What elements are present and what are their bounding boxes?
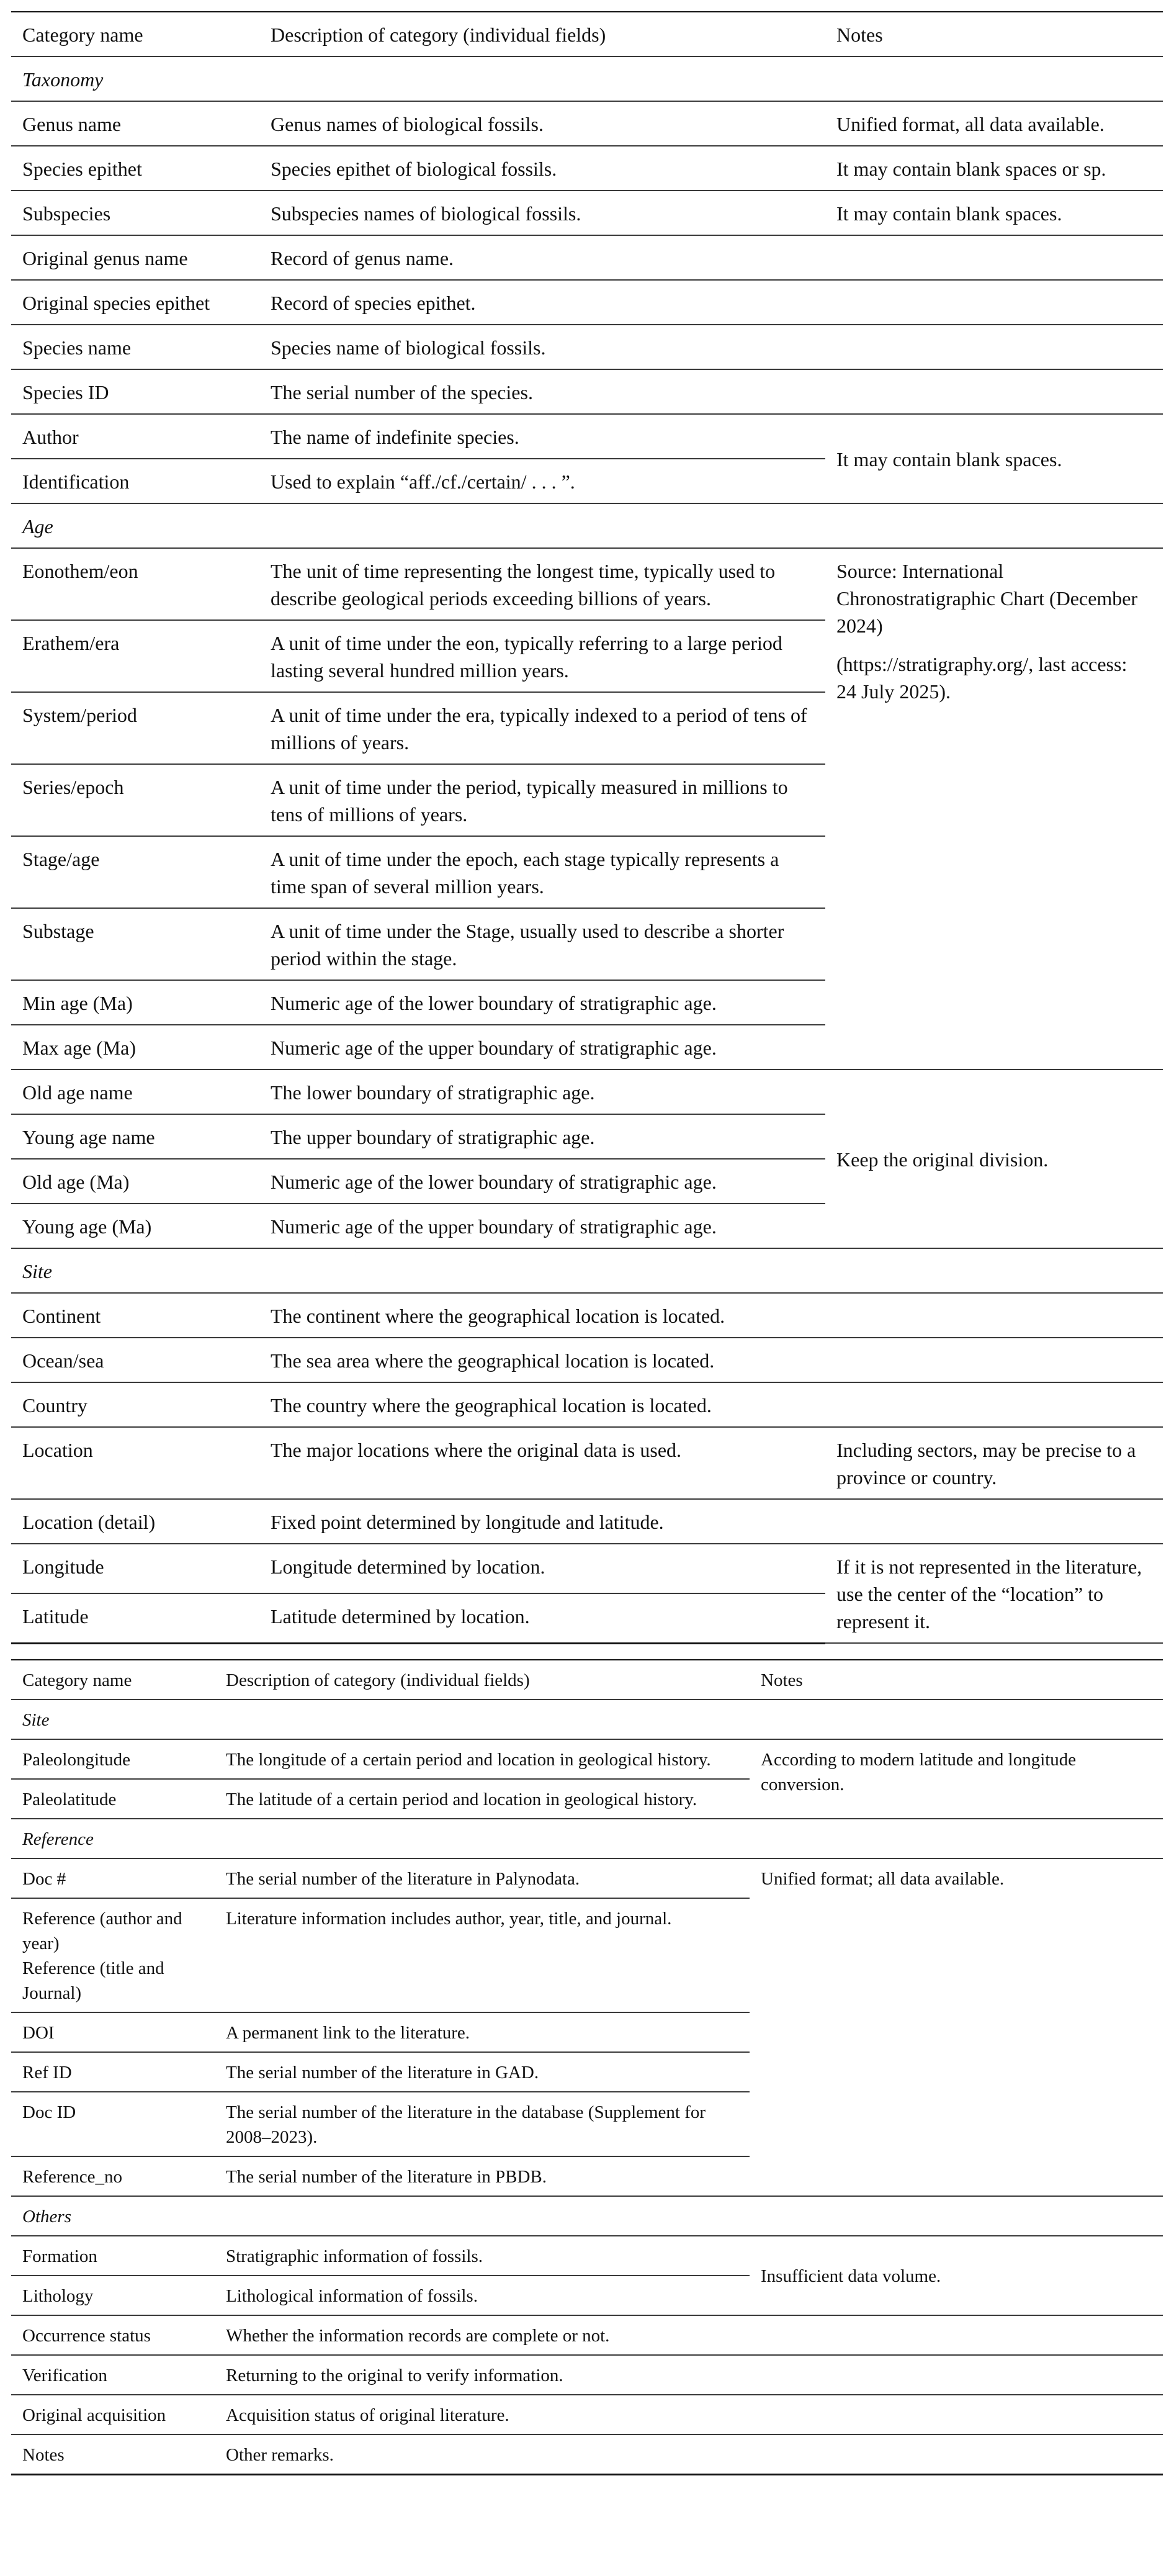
category-description: The serial number of the species. bbox=[259, 369, 825, 414]
category-description: A permanent link to the literature. bbox=[215, 2012, 750, 2052]
table-row bbox=[11, 235, 1163, 280]
category-description: Numeric age of the upper boundary of stratigraphic age. bbox=[259, 1204, 825, 1248]
category-description: Longitude determined by location. bbox=[259, 1544, 825, 1593]
group-row-reference bbox=[11, 1819, 1163, 1858]
group-row-site bbox=[11, 1700, 1163, 1739]
category-name: Formation bbox=[11, 2236, 215, 2276]
category-description: The sea area where the geographical location is located. bbox=[259, 1338, 825, 1382]
category-name: Country bbox=[11, 1382, 259, 1427]
table-row bbox=[11, 280, 1163, 325]
category-description: The serial number of the literature in GAD. bbox=[215, 2052, 750, 2092]
category-note: Unified format; all data available. bbox=[750, 1858, 1163, 2196]
category-name: Species epithet bbox=[11, 146, 259, 191]
category-description: Record of species epithet. bbox=[259, 280, 825, 325]
category-description: The serial number of the literature in the database (Supplement for 2008–2023). bbox=[215, 2092, 750, 2156]
category-description: Species name of biological fossils. bbox=[259, 325, 825, 369]
table-row bbox=[11, 414, 1163, 459]
category-description: Record of genus name. bbox=[259, 235, 825, 280]
category-description: The name of indefinite species. bbox=[259, 414, 825, 459]
category-description: The upper boundary of stratigraphic age. bbox=[259, 1114, 825, 1159]
category-name: Young age name bbox=[11, 1114, 259, 1159]
category-name: Original species epithet bbox=[11, 280, 259, 325]
category-name: Old age (Ma) bbox=[11, 1159, 259, 1204]
category-name: Substage bbox=[11, 908, 259, 980]
category-note bbox=[825, 325, 1163, 369]
category-name: Original genus name bbox=[11, 235, 259, 280]
group-row-age bbox=[11, 503, 1163, 548]
group-row-taxonomy bbox=[11, 56, 1163, 101]
category-note bbox=[750, 2395, 1163, 2434]
category-name: Location (detail) bbox=[11, 1499, 259, 1544]
age-source-note bbox=[825, 548, 1163, 1070]
table-row bbox=[11, 2236, 1163, 2276]
category-description: A unit of time under the Stage, usually used to describe a shorter period within the stage. bbox=[259, 908, 825, 980]
category-name: Stage/age bbox=[11, 836, 259, 908]
category-name: Doc ID bbox=[11, 2092, 215, 2156]
header-description: Description of category (individual fields) bbox=[259, 12, 825, 56]
category-note bbox=[825, 235, 1163, 280]
category-note: Keep the original division. bbox=[825, 1070, 1163, 1248]
category-description: Latitude determined by location. bbox=[259, 1593, 825, 1643]
category-note: According to modern latitude and longitude conversion. bbox=[750, 1739, 1163, 1819]
category-description: The unit of time representing the longest time, typically used to describe geological periods exceeding billions of years. bbox=[259, 548, 825, 620]
category-name: Author bbox=[11, 414, 259, 459]
category-note bbox=[825, 369, 1163, 414]
category-name: Paleolongitude bbox=[11, 1739, 215, 1779]
group-label: Site bbox=[11, 1700, 1163, 1739]
group-label: Age bbox=[11, 503, 1163, 548]
category-name: DOI bbox=[11, 2012, 215, 2052]
table-row bbox=[11, 1427, 1163, 1499]
category-note bbox=[825, 1338, 1163, 1382]
category-name: Ocean/sea bbox=[11, 1338, 259, 1382]
category-description: The lower boundary of stratigraphic age. bbox=[259, 1070, 825, 1114]
group-label: Others bbox=[11, 2196, 1163, 2236]
table-row bbox=[11, 1544, 1163, 1593]
category-description: Genus names of biological fossils. bbox=[259, 101, 825, 146]
table-row bbox=[11, 1739, 1163, 1779]
category-name: Old age name bbox=[11, 1070, 259, 1114]
category-name: Eonothem/eon bbox=[11, 548, 259, 620]
header-description: Description of category (individual fields) bbox=[215, 1660, 750, 1700]
category-note: It may contain blank spaces. bbox=[825, 191, 1163, 235]
category-description: The major locations where the original data is used. bbox=[259, 1427, 825, 1499]
category-description: A unit of time under the era, typically indexed to a period of tens of millions of years. bbox=[259, 692, 825, 764]
category-description: Literature information includes author, year, title, and journal. bbox=[215, 1898, 750, 2012]
category-name: Young age (Ma) bbox=[11, 1204, 259, 1248]
table-row bbox=[11, 2315, 1163, 2355]
category-description: Species epithet of biological fossils. bbox=[259, 146, 825, 191]
category-name: Location bbox=[11, 1427, 259, 1499]
table-row bbox=[11, 1858, 1163, 1898]
category-description: Used to explain “aff./cf./certain/ . . . ”. bbox=[259, 459, 825, 503]
fields-table-part-2 bbox=[11, 1659, 1163, 2475]
category-note bbox=[750, 2315, 1163, 2355]
category-description: The country where the geographical location is located. bbox=[259, 1382, 825, 1427]
group-label: Taxonomy bbox=[11, 56, 1163, 101]
category-name: Longitude bbox=[11, 1544, 259, 1593]
category-description: The serial number of the literature in PBDB. bbox=[215, 2156, 750, 2196]
category-name: Original acquisition bbox=[11, 2395, 215, 2434]
category-name: Min age (Ma) bbox=[11, 980, 259, 1025]
table-header-row bbox=[11, 1660, 1163, 1700]
category-note bbox=[750, 2434, 1163, 2475]
source-link: (https://stratigraphy.org/, last access: 24 July 2025). bbox=[836, 653, 1127, 703]
table-row bbox=[11, 1382, 1163, 1427]
category-name: Identification bbox=[11, 459, 259, 503]
category-description: Numeric age of the lower boundary of stratigraphic age. bbox=[259, 1159, 825, 1204]
table-row bbox=[11, 1070, 1163, 1114]
table-row bbox=[11, 325, 1163, 369]
category-description: Lithological information of fossils. bbox=[215, 2276, 750, 2315]
category-note bbox=[825, 280, 1163, 325]
category-note: Including sectors, may be precise to a province or country. bbox=[825, 1427, 1163, 1499]
fields-table-part-1 bbox=[11, 11, 1163, 1644]
category-description: The latitude of a certain period and location in geological history. bbox=[215, 1779, 750, 1819]
table-header-row bbox=[11, 12, 1163, 56]
category-name: System/period bbox=[11, 692, 259, 764]
table-row bbox=[11, 548, 1163, 620]
group-label: Site bbox=[11, 1248, 1163, 1293]
table-row bbox=[11, 191, 1163, 235]
category-description: The longitude of a certain period and location in geological history. bbox=[215, 1739, 750, 1779]
table-row bbox=[11, 1293, 1163, 1338]
category-description: A unit of time under the period, typically measured in millions to tens of millions of years. bbox=[259, 764, 825, 836]
category-note bbox=[750, 2355, 1163, 2395]
category-note: It may contain blank spaces. bbox=[825, 414, 1163, 503]
category-name: Latitude bbox=[11, 1593, 259, 1643]
category-name: Subspecies bbox=[11, 191, 259, 235]
category-name: Genus name bbox=[11, 101, 259, 146]
category-description: A unit of time under the epoch, each stage typically represents a time span of several million years. bbox=[259, 836, 825, 908]
category-description: Whether the information records are complete or not. bbox=[215, 2315, 750, 2355]
category-name: Occurrence status bbox=[11, 2315, 215, 2355]
category-description: Acquisition status of original literature. bbox=[215, 2395, 750, 2434]
table-row bbox=[11, 1499, 1163, 1544]
category-name: Max age (Ma) bbox=[11, 1025, 259, 1070]
table-row bbox=[11, 2395, 1163, 2434]
category-note bbox=[825, 1293, 1163, 1338]
category-description: The serial number of the literature in Palynodata. bbox=[215, 1858, 750, 1898]
group-label: Reference bbox=[11, 1819, 1163, 1858]
category-description: Returning to the original to verify information. bbox=[215, 2355, 750, 2395]
category-description: Numeric age of the upper boundary of stratigraphic age. bbox=[259, 1025, 825, 1070]
table-row bbox=[11, 101, 1163, 146]
table-row bbox=[11, 2355, 1163, 2395]
category-description: Fixed point determined by longitude and latitude. bbox=[259, 1499, 825, 1544]
category-name: Notes bbox=[11, 2434, 215, 2475]
group-row-others bbox=[11, 2196, 1163, 2236]
table-row bbox=[11, 1338, 1163, 1382]
category-note bbox=[825, 1382, 1163, 1427]
category-description: Stratigraphic information of fossils. bbox=[215, 2236, 750, 2276]
category-name: Species ID bbox=[11, 369, 259, 414]
header-category-name: Category name bbox=[11, 1660, 215, 1700]
category-name: Reference_no bbox=[11, 2156, 215, 2196]
header-notes: Notes bbox=[825, 12, 1163, 56]
category-name: Ref ID bbox=[11, 2052, 215, 2092]
header-category-name: Category name bbox=[11, 12, 259, 56]
category-name: Series/epoch bbox=[11, 764, 259, 836]
category-note: Unified format, all data available. bbox=[825, 101, 1163, 146]
category-description: Subspecies names of biological fossils. bbox=[259, 191, 825, 235]
table-row bbox=[11, 2434, 1163, 2475]
category-name: Continent bbox=[11, 1293, 259, 1338]
header-notes: Notes bbox=[750, 1660, 1163, 1700]
table-row bbox=[11, 146, 1163, 191]
category-note: It may contain blank spaces or sp. bbox=[825, 146, 1163, 191]
table-row bbox=[11, 369, 1163, 414]
category-name: Reference (author and year) Reference (title and Journal) bbox=[11, 1898, 215, 2012]
category-description: The continent where the geographical location is located. bbox=[259, 1293, 825, 1338]
category-description: Other remarks. bbox=[215, 2434, 750, 2475]
category-name: Doc # bbox=[11, 1858, 215, 1898]
category-note: Source: International Chronostratigraphic Chart (December 2024) bbox=[836, 560, 1138, 637]
category-name: Species name bbox=[11, 325, 259, 369]
category-name: Verification bbox=[11, 2355, 215, 2395]
category-note bbox=[825, 1499, 1163, 1544]
category-name: Lithology bbox=[11, 2276, 215, 2315]
category-name: Erathem/era bbox=[11, 620, 259, 692]
category-note: If it is not represented in the literature, use the center of the “location” to represent it. bbox=[825, 1544, 1163, 1643]
category-description: Numeric age of the lower boundary of stratigraphic age. bbox=[259, 980, 825, 1025]
group-row-site bbox=[11, 1248, 1163, 1293]
category-description: A unit of time under the eon, typically referring to a large period lasting several hundred million years. bbox=[259, 620, 825, 692]
category-note: Insufficient data volume. bbox=[750, 2236, 1163, 2315]
category-name: Paleolatitude bbox=[11, 1779, 215, 1819]
